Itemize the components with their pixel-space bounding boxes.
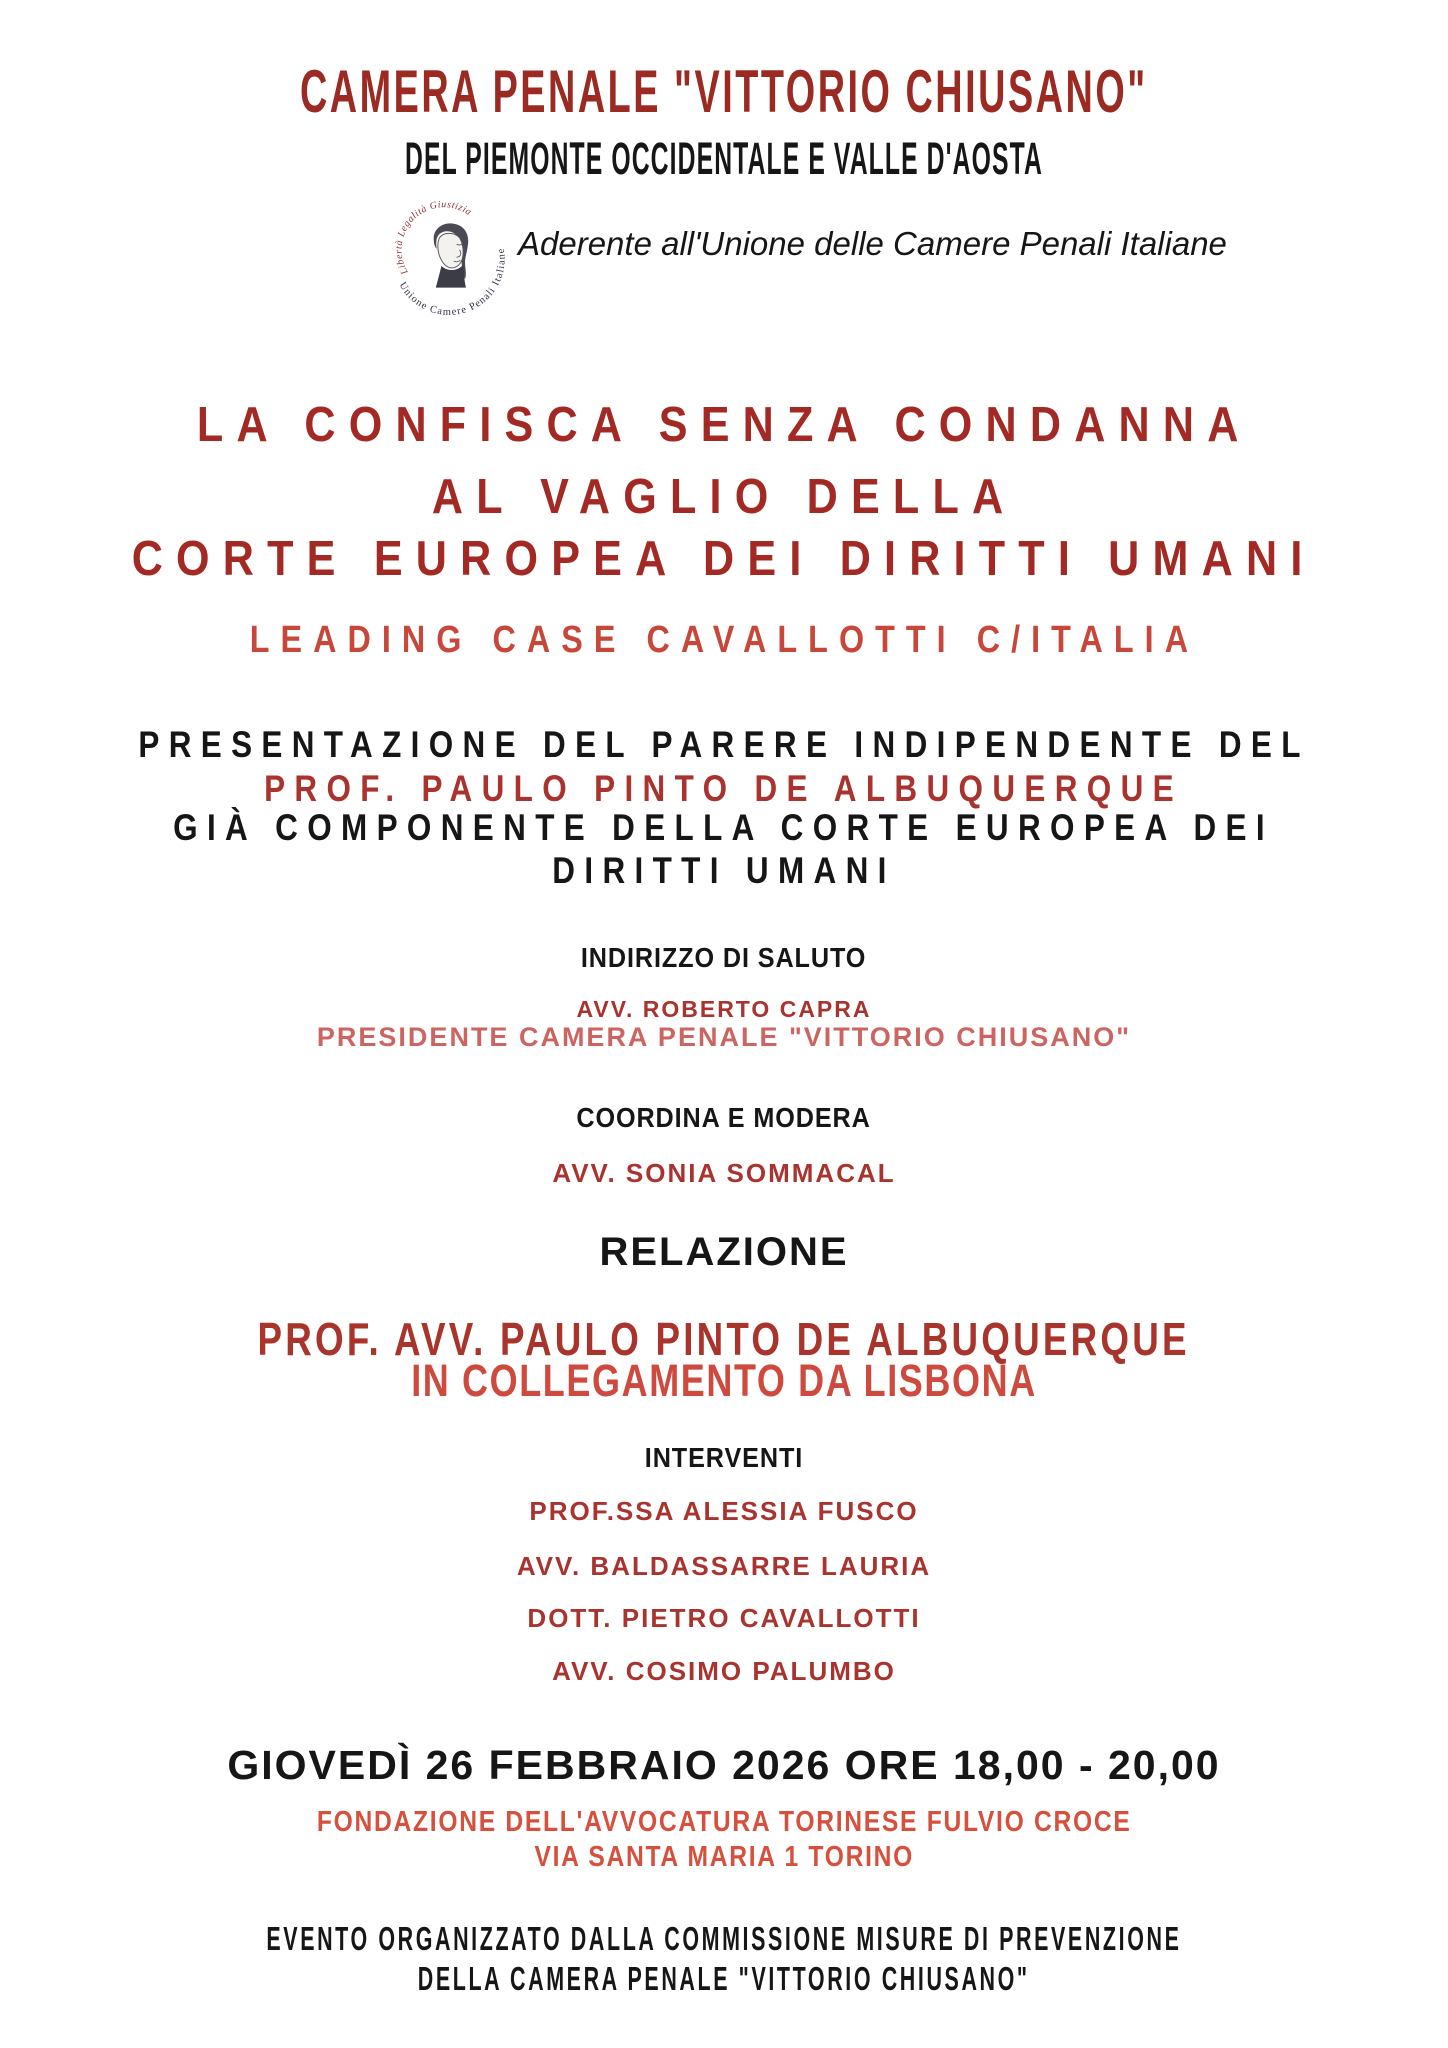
presentation-line-4-text: DIRITTI UMANI (552, 850, 896, 891)
event-subtitle-text: LEADING CASE CAVALLOTTI C/ITALIA (249, 619, 1199, 661)
event-title-line-3-text: CORTE EUROPEA DEI DIRITTI UMANI (132, 532, 1316, 586)
report-speaker-text: PROF. AVV. PAULO PINTO DE ALBUQUERQUE (257, 1313, 1191, 1365)
greeting-speaker-role-text: PRESIDENTE CAMERA PENALE "VITTORIO CHIUSANO" (316, 1022, 1132, 1052)
footer-line-2 (0, 1962, 1448, 1995)
event-address (0, 1843, 1448, 1872)
event-address-text: VIA SANTA MARIA 1 TORINO (534, 1841, 914, 1873)
event-title-line-1 (0, 398, 1448, 452)
presentation-line-3 (0, 809, 1448, 846)
event-venue (0, 1808, 1448, 1837)
intervention-speaker-3-text: DOTT. PIETRO CAVALLOTTI (527, 1603, 921, 1633)
section-heading-moderation (0, 1104, 1448, 1132)
presentation-line-1-text: PRESENTAZIONE DEL PARERE INDIPENDENTE DEL (138, 724, 1310, 765)
event-venue-text: FONDAZIONE DELL'AVVOCATURA TORINESE FULVIO CROCE (316, 1806, 1132, 1838)
section-heading-report-text: RELAZIONE (599, 1230, 849, 1274)
intervention-speaker (0, 1553, 1448, 1579)
presentation-line-4 (0, 852, 1448, 889)
org-name-text: CAMERA PENALE "VITTORIO CHIUSANO" (300, 58, 1148, 125)
greeting-speaker-text: AVV. ROBERTO CAPRA (576, 996, 872, 1022)
intervention-speaker (0, 1658, 1448, 1684)
section-heading-greeting-text: INDIRIZZO DI SALUTO (581, 942, 867, 973)
intervention-speaker-1-text: PROF.SSA ALESSIA FUSCO (529, 1496, 919, 1526)
section-heading-greeting (0, 944, 1448, 972)
moderation-speaker-text: AVV. SONIA SOMMACAL (552, 1158, 896, 1188)
event-title-line-3 (0, 532, 1448, 586)
presentation-line-2 (0, 770, 1448, 807)
affiliation-note: Aderente all'Unione delle Camere Penali Italiane (518, 225, 1227, 262)
event-title-line-2 (0, 470, 1448, 524)
footer-line-1 (0, 1922, 1448, 1955)
footer-line-1-text: EVENTO ORGANIZZATO DALLA COMMISSIONE MISURE DI PREVENZIONE (266, 1920, 1182, 1957)
intervention-speaker (0, 1605, 1448, 1631)
org-subtitle-text: DEL PIEMONTE OCCIDENTALE E VALLE D'AOSTA (405, 133, 1043, 184)
ucpi-seal-logo (383, 198, 515, 330)
footer-line-2-text: DELLA CAMERA PENALE "VITTORIO CHIUSANO" (418, 1960, 1030, 1997)
section-heading-moderation-text: COORDINA E MODERA (576, 1102, 872, 1133)
greeting-speaker-role (0, 1024, 1448, 1051)
moderation-speaker (0, 1160, 1448, 1186)
logo-arc-top-text: Libertà Legalità Giustizia (393, 199, 474, 277)
report-speaker-note (0, 1355, 1448, 1406)
intervention-speaker-4-text: AVV. COSIMO PALUMBO (552, 1656, 896, 1686)
event-title-line-2-text: AL VAGLIO DELLA (431, 470, 1017, 524)
greeting-speaker (0, 998, 1448, 1021)
section-heading-interventions-text: INTERVENTI (644, 1442, 804, 1473)
presentation-line-1 (0, 726, 1448, 763)
event-datetime (0, 1742, 1448, 1788)
org-subtitle (0, 133, 1448, 184)
event-datetime-text: GIOVEDÌ 26 FEBBRAIO 2026 ORE 18,00 - 20,00 (227, 1742, 1221, 1788)
report-speaker-note-text: IN COLLEGAMENTO DA LISBONA (411, 1355, 1037, 1406)
presentation-line-3-text: GIÀ COMPONENTE DELLA CORTE EUROPEA DEI (173, 807, 1275, 848)
event-subtitle (0, 621, 1448, 659)
logo-arc-bottom-text: Unione Camere Penali Italiane (396, 246, 508, 319)
section-heading-interventions (0, 1444, 1448, 1472)
presentation-line-2-text: PROF. PAULO PINTO DE ALBUQUERQUE (264, 768, 1184, 809)
org-name (0, 58, 1448, 125)
intervention-speaker-2-text: AVV. BALDASSARRE LAURIA (516, 1551, 932, 1581)
section-heading-report (0, 1232, 1448, 1272)
event-title-line-1-text: LA CONFISCA SENZA CONDANNA (196, 398, 1252, 452)
intervention-speaker (0, 1498, 1448, 1524)
portrait-engraving (434, 223, 469, 287)
